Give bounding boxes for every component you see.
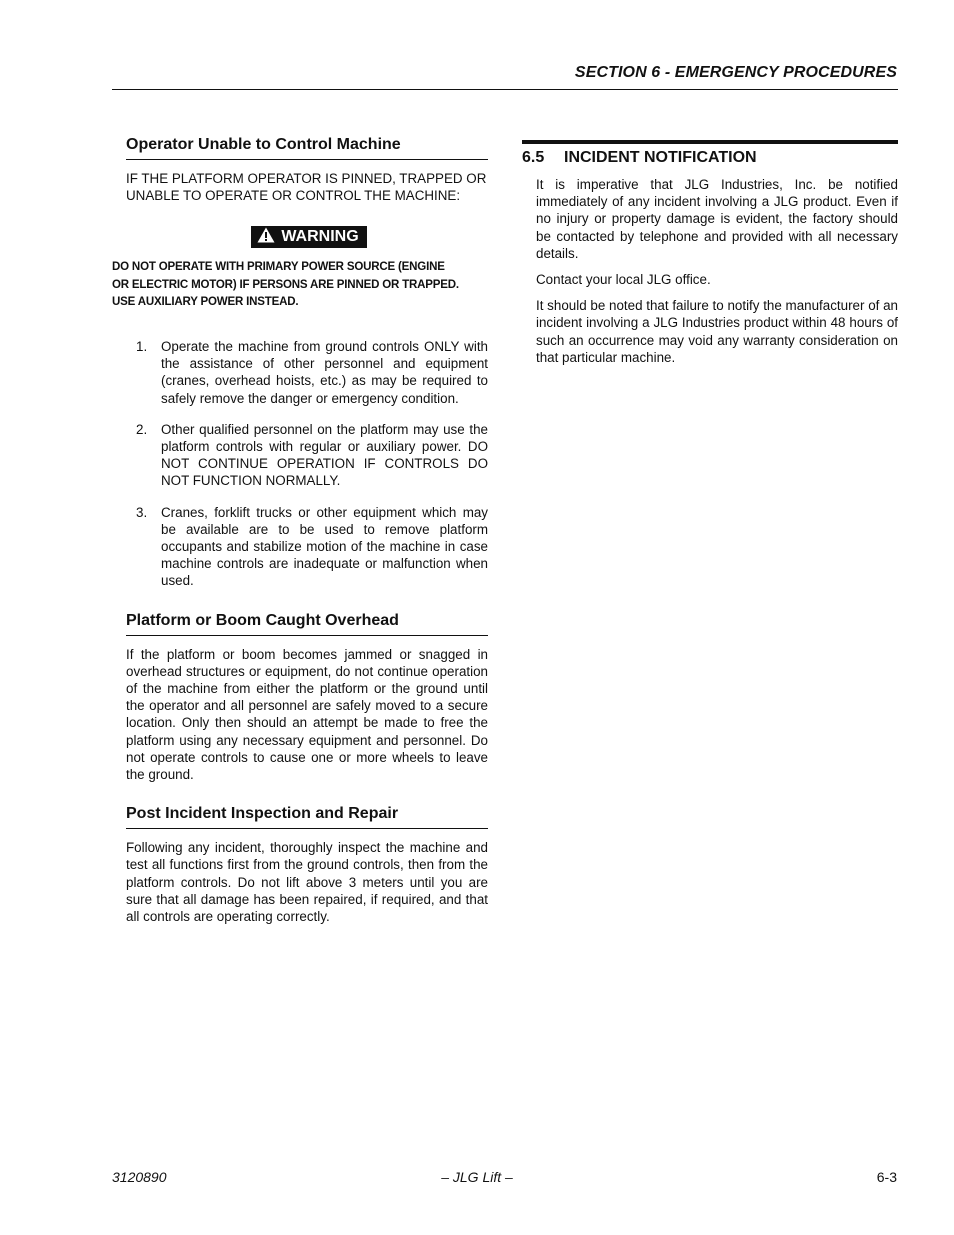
section-number: 6.5 bbox=[522, 149, 545, 166]
list-item-number: 2. bbox=[136, 421, 148, 437]
warning-banner bbox=[124, 226, 494, 248]
list-item-number: 1. bbox=[136, 339, 148, 355]
incident-paragraph: Contact your local JLG office. bbox=[536, 272, 711, 288]
footer-doc-number: 3120890 bbox=[112, 1169, 167, 1185]
right-column bbox=[522, 140, 898, 375]
list-item-number: 3. bbox=[136, 504, 148, 520]
warning-label: WARNING bbox=[281, 228, 359, 246]
header-rule bbox=[112, 89, 898, 90]
footer-center-text: – JLG Lift – bbox=[441, 1169, 513, 1185]
left-column bbox=[112, 134, 488, 933]
warning-text: DO NOT OPERATE WITH PRIMARY POWER SOURCE (ENGINE OR ELECTRIC MOTOR) IF PERSONS ARE PINNED OR TRAPPED. USE AUXILIARY POWER INSTEAD. bbox=[112, 259, 459, 308]
warning-badge bbox=[251, 226, 366, 248]
incident-paragraph: It is imperative that JLG Industries, Inc. be notified immediately of any incident involving a JLG product. Even if no injury or property damage is evident, the factory should be contacted by telephone and provided with all necessary details. bbox=[536, 177, 898, 261]
post-incident-text: Following any incident, thoroughly inspect the machine and test all functions first from the ground controls, then from the platform controls. Do not lift above 3 meters until you are sure that all damage has been repaired, if required, and that all controls are operating correctly. bbox=[126, 840, 488, 925]
list-item-text: Cranes, forklift trucks or other equipment which may be available are to be used to remove platform occupants and stabilize motion of the machine in case machine controls are inadequate or malfunction when used. bbox=[161, 504, 488, 589]
section-title: INCIDENT NOTIFICATION bbox=[564, 149, 757, 166]
boom-caught-overhead-text: If the platform or boom becomes jammed or snagged in overhead structures or equipment, do not continue operation of the machine from either the platform or the ground until the operator and all personnel are safely moved to a secure location. Only then should an attempt be made to free the platform using any necessary equipment and personnel. Do not operate controls to cause one or more wheels to leave the ground. bbox=[126, 646, 488, 783]
footer-page-number: 6-3 bbox=[876, 1169, 897, 1185]
procedure-list bbox=[126, 338, 488, 590]
list-item-text: Other qualified personnel on the platform may use the platform controls with regular or auxiliary power. DO NOT CONTINUE OPERATION IF CONTROLS DO NOT FUNCTION NORMALLY. bbox=[161, 421, 488, 489]
list-item bbox=[126, 338, 488, 407]
heading-post-incident: Post Incident Inspection and Repair bbox=[126, 803, 488, 829]
heading-boom-caught-overhead: Platform or Boom Caught Overhead bbox=[126, 610, 488, 636]
section-top-rule bbox=[522, 140, 898, 144]
heading-operator-unable: Operator Unable to Control Machine bbox=[126, 134, 488, 160]
section-header-title: SECTION 6 - EMERGENCY PROCEDURES bbox=[574, 64, 897, 81]
list-item bbox=[126, 421, 488, 490]
warning-triangle-icon bbox=[257, 227, 275, 243]
incident-paragraph: It should be noted that failure to notify the manufacturer of an incident involving a JLG Industries product within 48 hours of such an occurrence may void any warranty consideration on that particular machine. bbox=[536, 298, 898, 365]
operator-unable-intro: IF THE PLATFORM OPERATOR IS PINNED, TRAPPED OR UNABLE TO OPERATE OR CONTROL THE MACHINE: bbox=[126, 171, 487, 204]
list-item bbox=[126, 504, 488, 590]
list-item-text: Operate the machine from ground controls ONLY with the assistance of other personnel and equipment (cranes, overhead hoists, etc.) as may be required to safely remove the danger or emergency condition. bbox=[161, 339, 488, 406]
section-heading bbox=[522, 148, 898, 168]
